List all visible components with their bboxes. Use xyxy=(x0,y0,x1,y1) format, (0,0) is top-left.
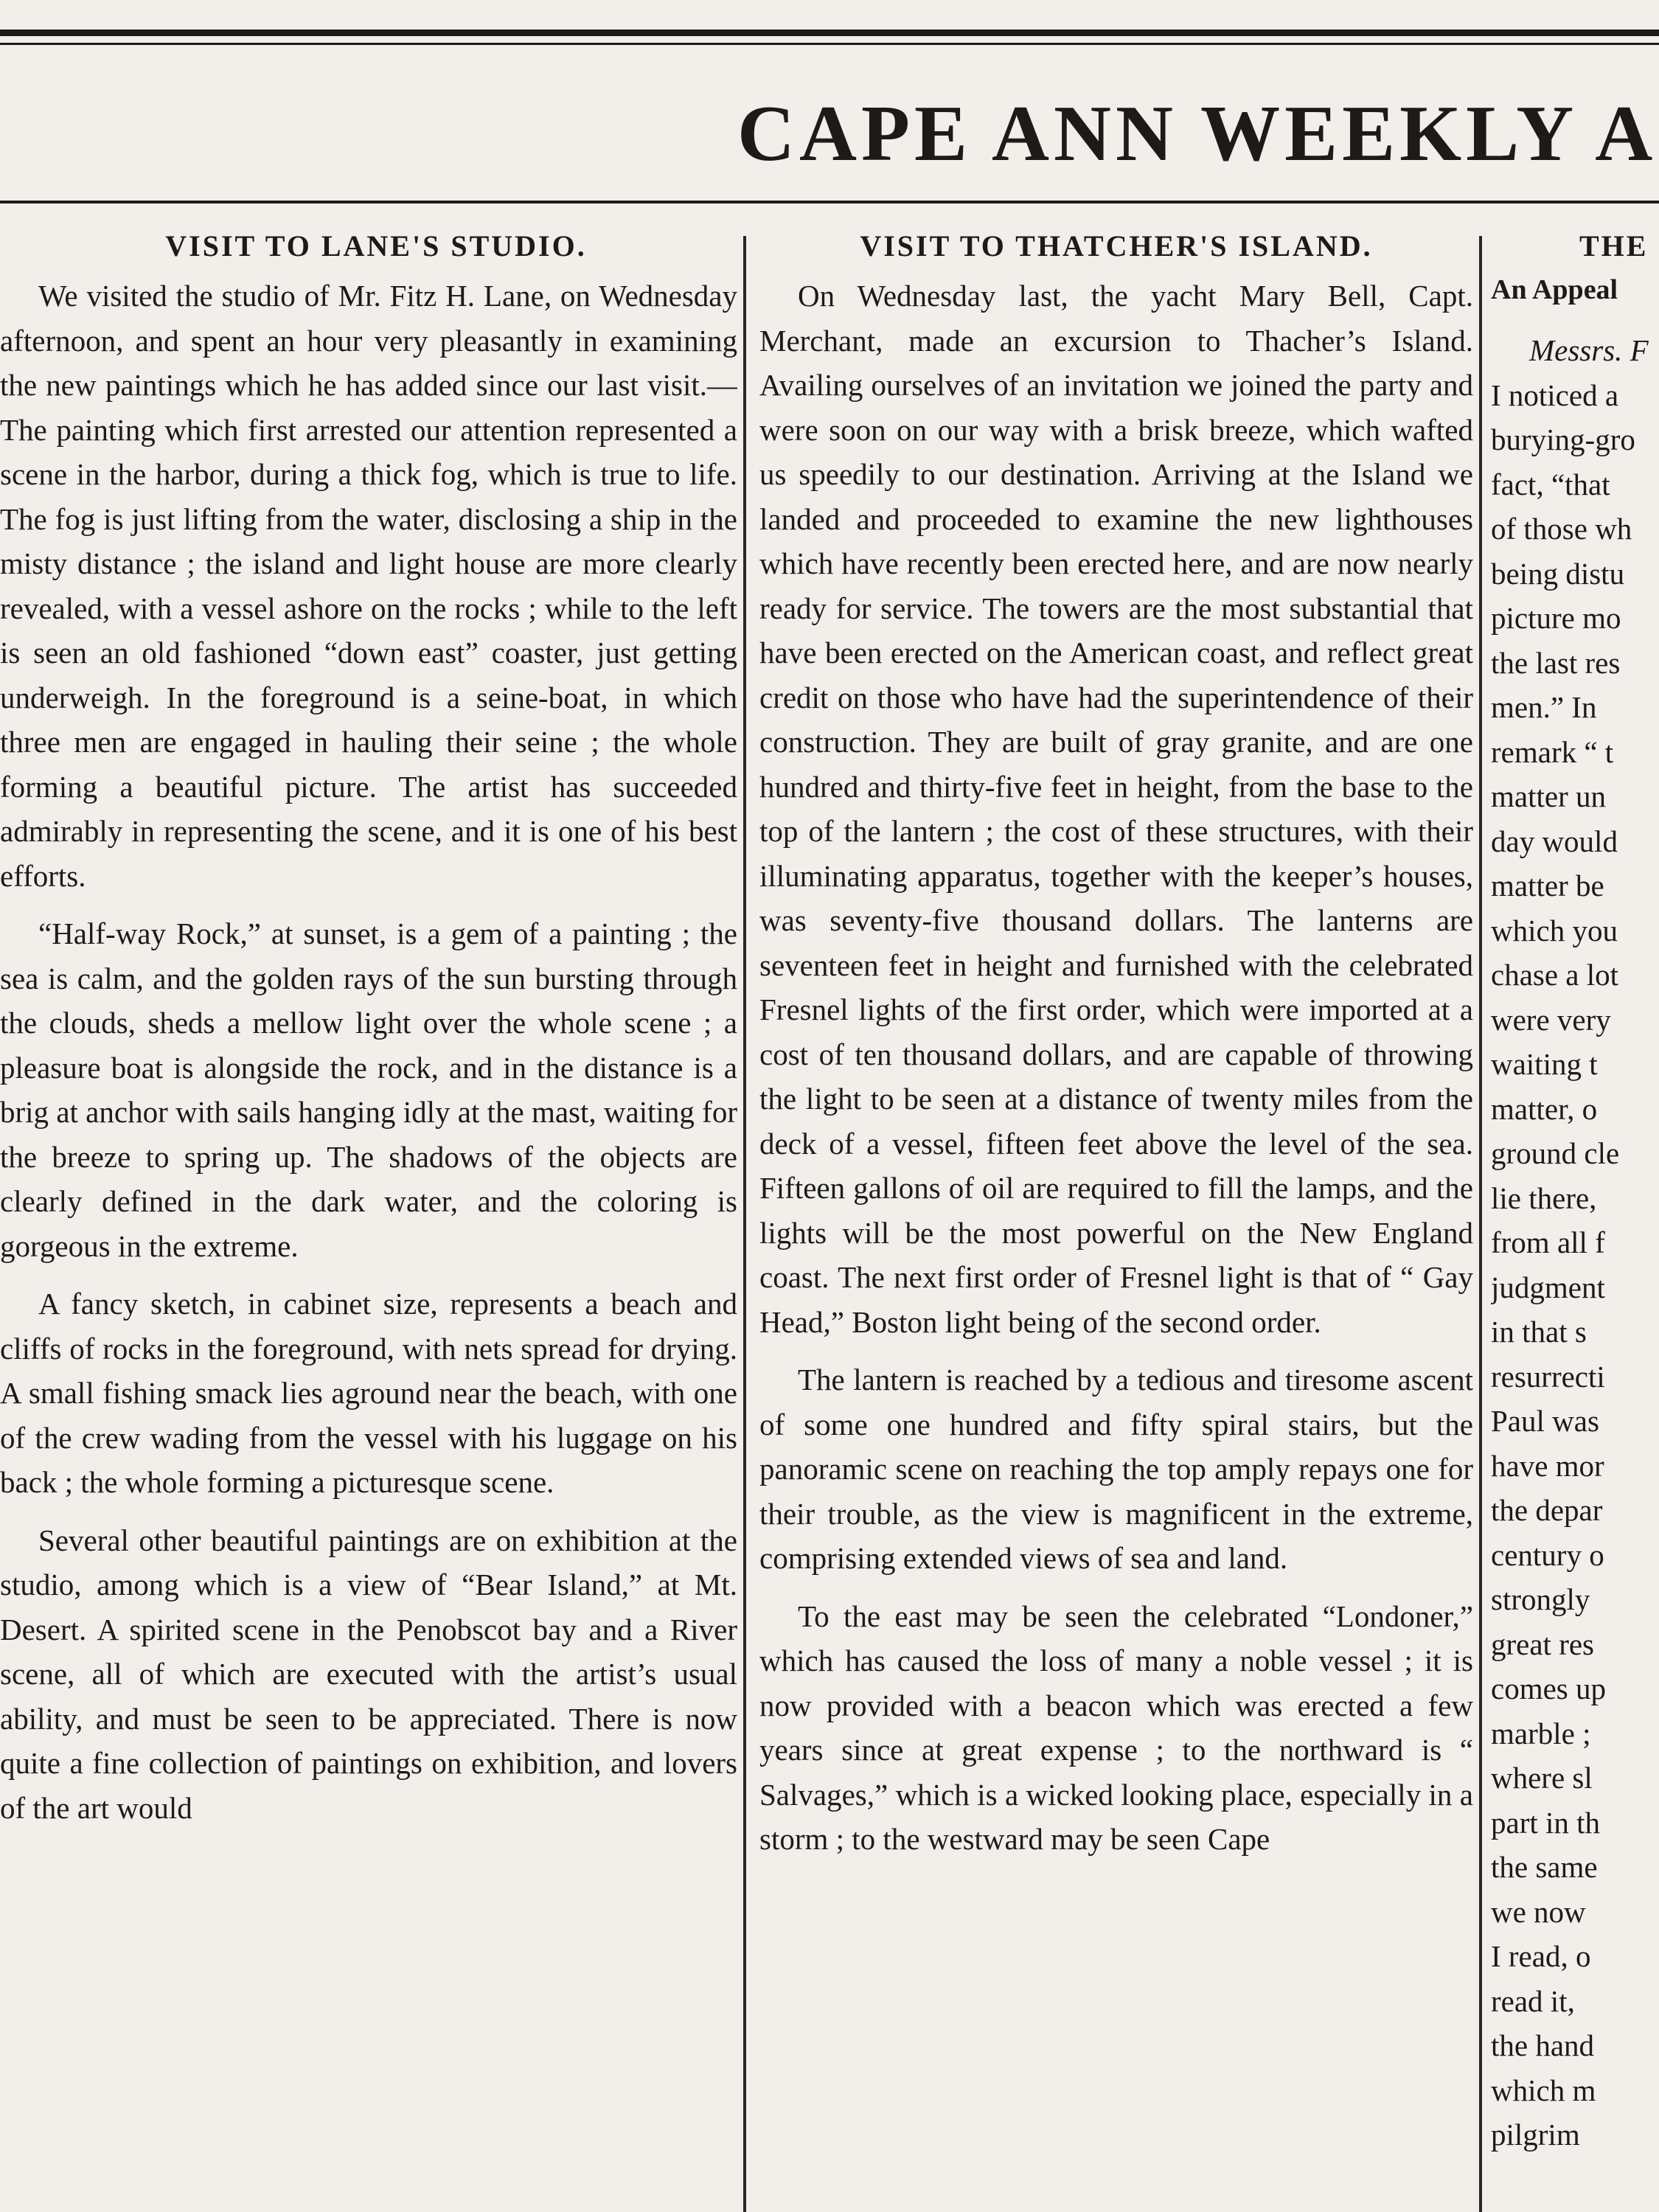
article-text-line: Paul was xyxy=(1491,1404,1599,1438)
article-text-line: where sl xyxy=(1491,1761,1593,1795)
article-text-line: day would xyxy=(1491,824,1618,858)
article-paragraph: “Half-way Rock,” at sunset, is a gem of a painting ; the sea is calm, and the golden rays of the sun bursting through the clouds, sheds a mellow light over the whole scene ; a pleasure boat is alongside the rock, and in the distance is a brig at anchor with sails hanging idly at the mast, waiting for the breeze to spring up. The shadows of the objects are clearly defined in the dark water, and the coloring is gorgeous in the extreme. xyxy=(0,917,737,1263)
article-thatchers-island xyxy=(759,229,1473,2212)
article-text-line: lie there, xyxy=(1491,1180,1597,1215)
article-text-line: matter un xyxy=(1491,779,1606,813)
article-text-line: the last res xyxy=(1491,645,1621,680)
article-text-line: pilgrim xyxy=(1491,2118,1580,2152)
article-subheading: An Appeal xyxy=(1491,274,1618,305)
article-text-line: we now xyxy=(1491,1894,1586,1929)
article-text-line: judgment xyxy=(1491,1270,1605,1304)
article-text-line: read it, xyxy=(1491,1983,1575,2018)
article-text-line: the depar xyxy=(1491,1493,1603,1527)
column-divider-2 xyxy=(1479,236,1482,2212)
article-text-line: chase a lot xyxy=(1491,958,1619,992)
column-divider-1 xyxy=(743,236,746,2212)
article-text-line: ground cle xyxy=(1491,1136,1620,1170)
article-text-line: were very xyxy=(1491,1002,1611,1037)
article-paragraph: Several other beautiful paintings are on exhibition at the studio, among which is a view of “Bear Island,” at Mt. Desert. A spirited scene in the Penobscot bay and a River scene, all of which are executed with the artist’s usual ability, and must be seen to be appreciated. There is now quite a fine collection of paintings on exhibition, and lovers of the art would xyxy=(0,1523,737,1825)
article-text-lines xyxy=(1491,373,1659,2157)
article-text-line: great res xyxy=(1491,1627,1594,1661)
article-text-line: matter be xyxy=(1491,869,1604,902)
article-heading: THE xyxy=(1579,229,1649,262)
article-text-line: being distu xyxy=(1491,556,1625,591)
article-heading: VISIT TO LANE'S STUDIO. xyxy=(165,229,587,262)
article-lanes-studio xyxy=(0,229,737,2212)
article-paragraph: On Wednesday last, the yacht Mary Bell, Capt. Merchant, made an excursion to Thacher’s Island. Availing ourselves of an invitation we joined the party and were soon on our way with a brisk breeze, which wafted us speedily to our destination. Arriving at the Island we landed and proceeded to examine the new lighthouses which have recently been erected here, and are now nearly ready for service. The towers are the most substantial that have been erected on the American coast, and reflect great credit on those who have had the superintendence of their construction. They are built of gray granite, and are one hundred and thirty-five feet in height, from the base to the top of the lantern ; the cost of these structures, with their illuminating apparatus, together with the keeper’s houses, was seventy-five thousand dollars. The lanterns are seventeen feet in height and furnished with the celebrated Fresnel lights of the first order, which were imported at a cost of ten thousand dollars, and are capable of throwing the light to be seen at a distance of twenty miles from the deck of a vessel, fifteen feet above the level of the sea. Fifteen gallons of oil are required to fill the lamps, and the lights will be the most powerful on the New England coast. The next first order of Fresnel light is that of “ Gay Head,” Boston light being of the second order. xyxy=(759,279,1473,1339)
masthead-top-rule-thin xyxy=(0,43,1659,45)
masthead-title: CAPE ANN WEEKLY A xyxy=(737,90,1658,178)
article-text-line: the same xyxy=(1491,1850,1598,1884)
article-text-line: matter, o xyxy=(1491,1091,1598,1126)
article-text-line: which you xyxy=(1491,913,1618,947)
article-salutation: Messrs. F xyxy=(1529,333,1649,367)
article-text-line: men.” In xyxy=(1491,690,1597,724)
article-paragraph: The lantern is reached by a tedious and tiresome ascent of some one hundred and fifty spiral stairs, but the panoramic scene on reaching the top amply repays one for their trouble, as the view is magnificent in the extreme, comprising extended views of sea and land. xyxy=(759,1363,1473,1575)
article-text-line: marble ; xyxy=(1491,1716,1591,1750)
article-text-line: from all f xyxy=(1491,1225,1605,1259)
masthead-bottom-rule xyxy=(0,201,1659,204)
article-text-line: I noticed a xyxy=(1491,378,1619,412)
article-text-line: strongly xyxy=(1491,1582,1590,1616)
article-text-line: the hand xyxy=(1491,2028,1595,2062)
article-paragraph: We visited the studio of Mr. Fitz H. Lane, on Wednesday afternoon, and spent an hour very pleasantly in examining the new paintings which he has added since our last visit.— The painting which first arrested our attention represented a scene in the harbor, during a thick fog, which is true to life. The fog is just lifting from the water, disclosing a ship in the misty distance ; the island and light house are more clearly revealed, with a vessel ashore on the rocks ; while to the left is seen an old fashioned “down east” coaster, just getting underweigh. In the foreground is a seine-boat, in which three men are engaged in hauling their seine ; the whole forming a beautiful picture. The artist has succeeded admirably in representing the scene, and it is one of his best efforts. xyxy=(0,279,737,893)
article-text-line: which m xyxy=(1491,2073,1596,2107)
article-text-line: resurrecti xyxy=(1491,1359,1605,1394)
article-paragraph: A fancy sketch, in cabinet size, represents a beach and cliffs of rocks in the foreground, with nets spread for drying. A small fishing smack lies aground near the beach, with one of the crew wading from the vessel with his luggage on his back ; the whole forming a picturesque scene. xyxy=(0,1287,737,1499)
article-text-line: remark “ t xyxy=(1491,734,1614,769)
article-text-line: fact, “that xyxy=(1491,467,1610,501)
article-text-line: in that s xyxy=(1491,1315,1587,1349)
article-text-line: part in th xyxy=(1491,1805,1601,1840)
article-text-line: picture mo xyxy=(1491,601,1621,635)
article-appeal xyxy=(1491,229,1659,2212)
article-text-line: I read, o xyxy=(1491,1939,1591,1973)
article-text-line: burying-gro xyxy=(1491,422,1635,456)
masthead-top-rule xyxy=(0,29,1659,36)
article-text-line: of those wh xyxy=(1491,512,1632,546)
article-paragraph: To the east may be seen the celebrated “Londoner,” which has caused the loss of many a noble vessel ; it is now provided with a beacon which was erected a few years since at great expense ; to the northward is “ Salvages,” which is a wicked looking place, especially in a storm ; to the westward may be seen Cape xyxy=(759,1599,1473,1856)
article-text-line: comes up xyxy=(1491,1672,1606,1705)
article-text-line: century o xyxy=(1491,1537,1604,1572)
article-text-line: waiting t xyxy=(1491,1047,1598,1081)
article-text-line: have mor xyxy=(1491,1448,1604,1483)
article-heading: VISIT TO THATCHER'S ISLAND. xyxy=(860,229,1373,262)
